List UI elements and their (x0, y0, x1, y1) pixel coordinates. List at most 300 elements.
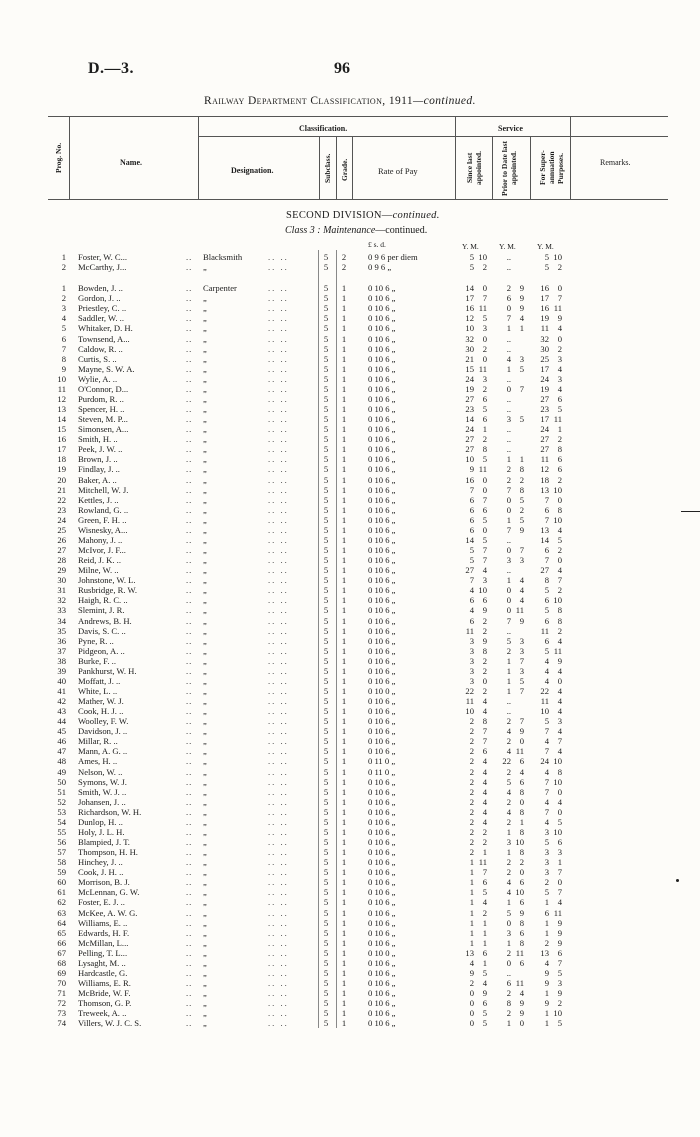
subclass: 5 (323, 534, 329, 545)
super-months: 3 (557, 847, 562, 858)
prior-months: 9 (519, 293, 524, 304)
col-header-service: Service (498, 124, 523, 133)
subclass: 5 (323, 303, 329, 314)
prog-no: 2 (61, 293, 66, 304)
rate-of-pay: 0 10 6 „ (368, 303, 396, 314)
leader-dots: .. (186, 917, 193, 928)
prog-no: 34 (57, 615, 66, 626)
leader-dots: .. .. (268, 736, 289, 747)
rate-of-pay: 0 9 6 per diem (368, 252, 418, 262)
employee-name: Gordon, J. .. (78, 293, 121, 304)
header-divider (198, 116, 199, 200)
prog-no: 39 (57, 665, 66, 676)
leader-dots: .. .. (268, 907, 289, 918)
designation: „ (203, 917, 207, 928)
super-years: 9 (544, 978, 549, 988)
subclass: 5 (323, 585, 329, 596)
prog-no: 8 (61, 353, 66, 364)
prior-years: 0 (506, 585, 511, 596)
since-years: 2 (469, 796, 474, 807)
since-years: 5 (469, 555, 474, 565)
subclass: 5 (323, 746, 329, 757)
since-months: 1 (482, 937, 487, 948)
prior-years: 6 (506, 293, 511, 304)
table-row (0, 676, 700, 686)
super-months: 7 (557, 293, 562, 304)
prior-months: 11 (515, 947, 524, 958)
super-months: 4 (557, 363, 562, 374)
prog-no: 31 (57, 585, 66, 596)
super-years: 24 (540, 373, 549, 384)
prior-months: 4 (519, 585, 524, 596)
super-years: 24 (540, 424, 549, 435)
subclass: 5 (323, 957, 329, 968)
super-years: 5 (544, 262, 549, 273)
since-years: 4 (469, 957, 474, 968)
grade: 1 (341, 484, 347, 495)
super-years: 4 (544, 796, 549, 807)
super-months: 4 (557, 524, 562, 535)
employee-name: Blampied, J. T. (78, 837, 130, 847)
employee-name: Millar, R. .. (78, 736, 118, 747)
table-row (0, 716, 700, 726)
prog-no: 43 (57, 706, 66, 717)
employee-name: Whitaker, D. H. (78, 323, 133, 334)
prog-no: 23 (57, 504, 66, 515)
employee-name: Foster, E. J. .. (78, 897, 125, 908)
prior-months: 1 (519, 454, 524, 465)
since-months: 6 (482, 504, 487, 515)
since-years: 3 (469, 675, 474, 686)
super-months: 7 (557, 575, 562, 586)
since-years: 6 (469, 494, 474, 505)
super-months: 6 (557, 947, 562, 958)
since-months: 2 (482, 837, 487, 847)
grade: 1 (341, 283, 347, 294)
prior-years: 1 (506, 514, 511, 525)
grade: 1 (341, 837, 347, 847)
employee-name: Johansen, J. .. (78, 796, 126, 807)
grade: 1 (341, 957, 347, 968)
grade: 1 (341, 917, 347, 928)
grade: 1 (341, 595, 347, 606)
prior-years: 2 (506, 816, 511, 827)
leader-dots: .. (186, 283, 193, 294)
leader-dots: .. (186, 504, 193, 515)
rate-of-pay: 0 10 6 „ (368, 675, 396, 686)
super-months: 10 (553, 1008, 562, 1019)
grade: 1 (341, 494, 347, 505)
employee-name: Richardson, W. H. (78, 806, 142, 817)
class-continued: —continued. (375, 225, 428, 236)
leader-dots: .. .. (268, 716, 289, 727)
since-months: 10 (478, 252, 487, 262)
rate-of-pay: 0 10 6 „ (368, 605, 396, 616)
super-months: 2 (557, 474, 562, 485)
table-row (0, 656, 700, 666)
leader-dots: .. (186, 907, 193, 918)
table-row (0, 817, 700, 827)
since-months: 4 (482, 756, 487, 767)
super-months: 5 (557, 534, 562, 545)
leader-dots: .. (186, 524, 193, 535)
leader-dots: .. (186, 696, 193, 706)
subclass: 5 (323, 927, 329, 938)
subclass: 5 (323, 615, 329, 626)
since-years: 1 (469, 857, 474, 868)
subclass: 5 (323, 675, 329, 686)
prior-years: 1 (506, 655, 511, 666)
grade: 1 (341, 454, 347, 465)
since-years: 14 (465, 414, 474, 425)
leader-dots: .. .. (268, 323, 289, 334)
employee-name: Findlay, J. .. (78, 464, 120, 475)
employee-name: Simonsen, A... (78, 424, 129, 435)
table-row (0, 475, 700, 485)
leader-dots: .. (186, 293, 193, 304)
super-months: 8 (557, 605, 562, 616)
super-years: 7 (544, 726, 549, 737)
prior-months: 8 (519, 484, 524, 495)
prior-years: 7 (506, 484, 511, 495)
super-months: 3 (557, 716, 562, 727)
super-months: 7 (557, 736, 562, 747)
prog-no: 14 (57, 414, 66, 425)
subclass: 5 (323, 685, 329, 696)
since-months: 6 (482, 414, 487, 425)
since-years: 2 (469, 786, 474, 797)
employee-name: Priestley, C. .. (78, 303, 127, 314)
table-row (0, 908, 700, 918)
employee-name: Symons, W. J. (78, 776, 127, 787)
prior-years: 1 (506, 1018, 511, 1029)
prior-years: .. (506, 262, 511, 273)
subclass: 5 (323, 434, 329, 445)
grade: 1 (341, 514, 347, 525)
employee-name: Curtis, S. .. (78, 353, 117, 364)
designation: „ (203, 967, 207, 978)
employee-name: Kettles, J. .. (78, 494, 119, 505)
prior-months: 11 (515, 978, 524, 988)
since-years: 5 (469, 545, 474, 555)
leader-dots: .. .. (268, 746, 289, 757)
prior-years: 8 (506, 998, 511, 1009)
rate-of-pay: 0 10 6 „ (368, 534, 396, 545)
table-row (0, 968, 700, 978)
since-years: 5 (469, 262, 474, 273)
super-months: 1 (557, 424, 562, 435)
employee-name: Treweek, A. .. (78, 1008, 127, 1019)
subclass: 5 (323, 565, 329, 576)
employee-name: Holy, J. L. H. (78, 826, 125, 837)
prior-years: .. (506, 404, 511, 414)
super-years: 14 (540, 534, 549, 545)
since-months: 6 (482, 393, 487, 404)
since-years: 24 (465, 424, 474, 435)
employee-name: Morrison, B. J. (78, 877, 130, 888)
grade: 1 (341, 363, 347, 374)
prog-no: 72 (57, 998, 66, 1009)
prior-years: 4 (506, 746, 511, 757)
since-months: 11 (478, 857, 487, 868)
subclass: 5 (323, 696, 329, 706)
prior-months: 10 (515, 837, 524, 847)
grade: 1 (341, 907, 347, 918)
leader-dots: .. (186, 897, 193, 908)
prog-no: 35 (57, 625, 66, 636)
leader-dots: .. .. (268, 444, 289, 455)
prior-months: 7 (519, 685, 524, 696)
grade: 1 (341, 1008, 347, 1019)
leader-dots: .. (186, 313, 193, 324)
since-years: 2 (469, 726, 474, 737)
table-row (0, 595, 700, 605)
grade: 1 (341, 545, 347, 555)
table-row (0, 857, 700, 867)
rate-of-pay: 0 10 6 „ (368, 826, 396, 837)
subclass: 5 (323, 494, 329, 505)
prior-years: 3 (506, 837, 511, 847)
employee-name: Caldow, R. .. (78, 343, 123, 354)
since-years: 17 (465, 293, 474, 304)
col-header-prior: Prior to Date last appointed. (500, 140, 518, 196)
leader-dots: .. (186, 927, 193, 938)
grade: 1 (341, 625, 347, 636)
prior-years: 2 (506, 736, 511, 747)
unit-years-months: Y. M. (537, 242, 554, 251)
rate-of-pay: 0 10 6 „ (368, 736, 396, 747)
prior-years: 1 (506, 685, 511, 696)
leader-dots: .. .. (268, 262, 289, 273)
prog-no: 47 (57, 746, 66, 757)
employee-name: McLennan, G. W. (78, 887, 140, 898)
since-years: 1 (469, 887, 474, 898)
prior-years: .. (506, 252, 511, 262)
since-years: 2 (469, 716, 474, 727)
since-years: 1 (469, 907, 474, 918)
super-years: 1 (544, 917, 549, 928)
super-months: 7 (557, 887, 562, 898)
table-row (0, 525, 700, 535)
prog-no: 54 (57, 816, 66, 827)
page-title (204, 95, 476, 107)
table-row (0, 756, 700, 766)
super-years: 7 (544, 555, 549, 565)
super-months: 11 (553, 414, 562, 425)
prog-no: 56 (57, 837, 66, 847)
since-years: 4 (469, 605, 474, 616)
leader-dots: .. (186, 1018, 193, 1029)
designation: „ (203, 565, 207, 576)
rate-of-pay: 0 10 6 „ (368, 867, 396, 878)
subclass: 5 (323, 897, 329, 908)
rate-of-pay: 0 10 6 „ (368, 333, 396, 344)
subclass: 5 (323, 373, 329, 384)
table-row (0, 696, 700, 706)
since-months: 7 (482, 736, 487, 747)
prog-no: 33 (57, 605, 66, 616)
leader-dots: .. (186, 726, 193, 737)
subclass: 5 (323, 504, 329, 515)
prior-months: 7 (519, 545, 524, 555)
since-months: 6 (482, 877, 487, 888)
leader-dots: .. (186, 706, 193, 717)
employee-name: Foster, W. C... (78, 252, 128, 262)
rate-of-pay: 0 10 6 „ (368, 917, 396, 928)
grade: 1 (341, 947, 347, 958)
subclass: 5 (323, 555, 329, 565)
prior-months: 9 (519, 303, 524, 314)
prior-years: 0 (506, 917, 511, 928)
designation: „ (203, 716, 207, 727)
section-title-main: SECOND DIVISION— (286, 210, 393, 221)
since-months: 1 (482, 957, 487, 968)
designation: „ (203, 343, 207, 354)
subclass: 5 (323, 323, 329, 334)
since-months: 7 (482, 726, 487, 737)
leader-dots: .. (186, 967, 193, 978)
prior-years: 1 (506, 897, 511, 908)
subclass: 5 (323, 1018, 329, 1029)
leader-dots: .. (186, 867, 193, 878)
leader-dots: .. (186, 837, 193, 847)
grade: 1 (341, 877, 347, 888)
subclass: 5 (323, 363, 329, 374)
col-header-name: Name. (120, 158, 142, 167)
subclass: 5 (323, 414, 329, 425)
super-years: 30 (540, 343, 549, 354)
designation: „ (203, 746, 207, 757)
leader-dots: .. .. (268, 605, 289, 616)
subclass: 5 (323, 665, 329, 676)
leader-dots: .. .. (268, 585, 289, 596)
prog-no: 65 (57, 927, 66, 938)
employee-name: Wylie, A. .. (78, 373, 118, 384)
subclass: 5 (323, 847, 329, 858)
super-months: 4 (557, 383, 562, 394)
grade: 1 (341, 655, 347, 666)
subclass: 5 (323, 424, 329, 435)
leader-dots: .. .. (268, 595, 289, 606)
subclass: 5 (323, 575, 329, 586)
since-years: 16 (465, 303, 474, 314)
table-row (0, 626, 700, 636)
leader-dots: .. (186, 766, 193, 777)
prior-years: .. (506, 967, 511, 978)
prior-months: 3 (519, 645, 524, 656)
prior-years: 2 (506, 857, 511, 868)
prior-years: 1 (506, 937, 511, 948)
since-years: 13 (465, 947, 474, 958)
rate-of-pay: 0 10 6 „ (368, 393, 396, 404)
since-years: 2 (469, 776, 474, 787)
rate-of-pay: 0 10 6 „ (368, 444, 396, 455)
prior-months: 6 (519, 957, 524, 968)
prog-no: 10 (57, 373, 66, 384)
employee-name: Steven, M. P... (78, 414, 128, 425)
employee-name: Spencer, H. .. (78, 404, 125, 414)
prior-months: 3 (519, 353, 524, 364)
grade: 1 (341, 605, 347, 616)
since-months: 6 (482, 947, 487, 958)
rate-of-pay: 0 10 6 „ (368, 696, 396, 706)
margin-dot (676, 879, 679, 882)
subclass: 5 (323, 816, 329, 827)
table-row (0, 313, 700, 323)
since-years: 10 (465, 323, 474, 334)
prog-no: 11 (57, 383, 66, 394)
leader-dots: .. .. (268, 615, 289, 626)
super-months: 4 (557, 685, 562, 696)
leader-dots: .. .. (268, 454, 289, 465)
page-title-continued: —continued. (413, 95, 476, 107)
table-row (0, 746, 700, 756)
employee-name: Pyne, R. .. (78, 635, 114, 646)
designation: „ (203, 696, 207, 706)
leader-dots: .. (186, 414, 193, 425)
grade: 1 (341, 444, 347, 455)
prior-years: 2 (506, 988, 511, 998)
rate-of-pay: 0 10 6 „ (368, 373, 396, 384)
designation: „ (203, 635, 207, 646)
since-months: 2 (482, 625, 487, 636)
subclass: 5 (323, 464, 329, 475)
employee-name: McMillan, L... (78, 937, 129, 948)
since-years: 6 (469, 514, 474, 525)
leader-dots: .. .. (268, 575, 289, 586)
since-years: 2 (469, 837, 474, 847)
prog-no: 36 (57, 635, 66, 646)
grade: 1 (341, 434, 347, 445)
table-row (0, 887, 700, 897)
rate-of-pay: 0 10 6 „ (368, 353, 396, 364)
super-months: 0 (557, 333, 562, 344)
rate-of-pay: 0 10 6 „ (368, 706, 396, 717)
since-months: 7 (482, 867, 487, 878)
prior-months: 4 (519, 313, 524, 324)
since-months: 6 (482, 595, 487, 606)
since-months: 0 (482, 474, 487, 485)
prog-no: 26 (57, 534, 66, 545)
prior-years: .. (506, 534, 511, 545)
super-months: 11 (553, 303, 562, 314)
grade: 1 (341, 706, 347, 717)
employee-name: Mitchell, W. J. (78, 484, 129, 495)
since-years: 2 (469, 816, 474, 827)
table-row (0, 303, 700, 313)
prior-years: 0 (506, 494, 511, 505)
super-years: 13 (540, 524, 549, 535)
rate-of-pay: 0 10 6 „ (368, 857, 396, 868)
subclass: 5 (323, 806, 329, 817)
designation: „ (203, 907, 207, 918)
prior-years: 1 (506, 363, 511, 374)
rate-of-pay: 0 10 6 „ (368, 595, 396, 606)
leader-dots: .. (186, 252, 193, 262)
rate-of-pay: 0 11 0 „ (368, 756, 396, 767)
leader-dots: .. .. (268, 333, 289, 344)
designation: „ (203, 444, 207, 455)
prior-months: 0 (519, 736, 524, 747)
super-years: 4 (544, 665, 549, 676)
rate-of-pay: 0 10 0 „ (368, 947, 396, 958)
since-months: 5 (482, 1018, 487, 1029)
designation: „ (203, 323, 207, 334)
super-months: 9 (557, 313, 562, 324)
super-years: 2 (544, 937, 549, 948)
designation: „ (203, 605, 207, 616)
super-years: 19 (540, 313, 549, 324)
